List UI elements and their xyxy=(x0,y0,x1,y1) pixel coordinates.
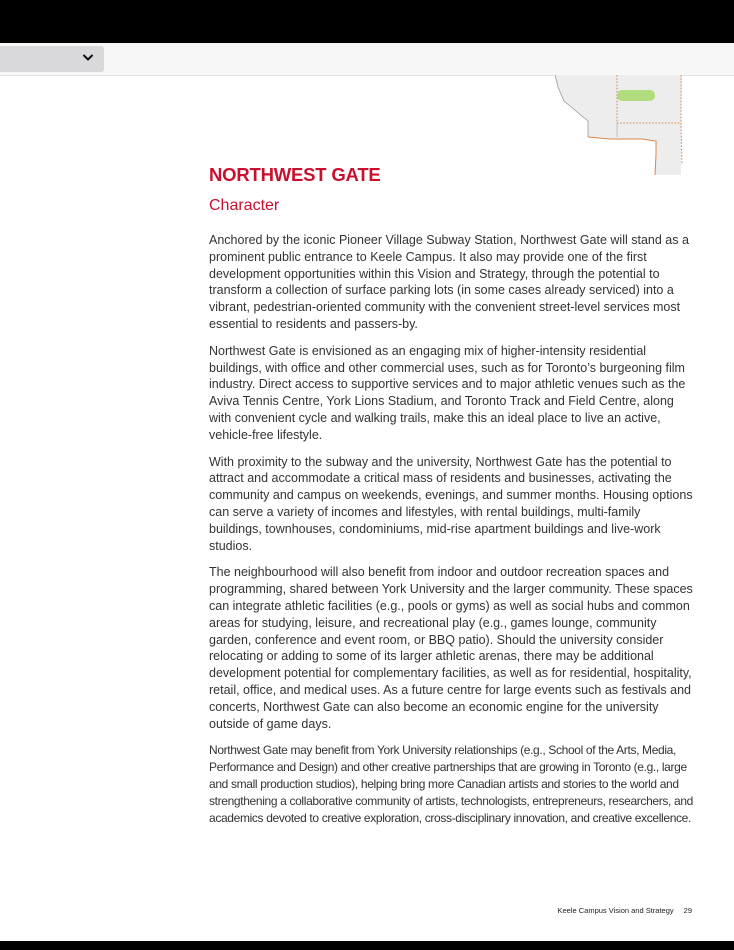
subsection-title: Character xyxy=(209,197,280,214)
paragraph: Anchored by the iconic Pioneer Village Subway Station, Northwest Gate will stand as a prominent public entrance to Keele Campus. It also may provide one of the first development opportunities within this Vision and Strategy, through the potential to transform a collection of surface parking lots (in some cases already serviced) into a vibrant, pedestrian-oriented community with the convenient street-level services most essential to residents and passers-by. xyxy=(209,233,689,331)
paragraph: Northwest Gate may benefit from York University relationships (e.g., School of the Arts, Media, Performance and Design) and other creative partnerships that are growing in Toronto (e.g., large and small production studios), helping bring more Canadian artists and stories to the world and strengthening a collaborative community of artists, technologists, entrepreneurs, researchers, and academics devoted to creative exploration, cross-disciplinary innovation, and creative excellence. xyxy=(209,743,693,825)
paragraph: With proximity to the subway and the university, Northwest Gate has the potential to attract and accommodate a critical mass of residents and businesses, activating the community and campus on weekends, evenings, and summer months. Housing options can serve a variety of incomes and lifestyles, with rental buildings, multi-family buildings, townhouses, condominiums, mid-rise apartment buildings and live-work studios. xyxy=(209,454,693,553)
viewer-toolbar xyxy=(0,43,734,76)
viewer-bottom-bar xyxy=(0,941,734,950)
paragraph: The neighbourhood will also benefit from indoor and outdoor recreation spaces and programming, shared between York University and the larger community. These spaces can integrate athletic facilities (e.g., pools or gyms) as well as social hubs and common areas for studying, leisure, and recreational play (e.g., games lounge, community garden, conference and event room, or BBQ patio). Should the university consider relocating or adding to some of its larger athletic arenas, there may be additional development potential for complementary facilities, as well as for residential, hospitality, retail, office, and medical uses. As a future centre for large events such as festivals and concerts, Northwest Gate can also become an economic engine for the university outside of game days. xyxy=(209,565,693,731)
site-location-map xyxy=(550,75,690,175)
chevron-down-icon xyxy=(81,49,95,67)
map-highlight-area xyxy=(617,90,655,101)
page-select-dropdown[interactable] xyxy=(0,46,104,72)
section-title: NORTHWEST GATE xyxy=(209,164,381,185)
body-text xyxy=(209,232,695,836)
page-footer xyxy=(557,906,692,915)
page-number: 29 xyxy=(683,906,692,915)
viewer-top-bar xyxy=(0,0,734,43)
paragraph: Northwest Gate is envisioned as an engaging mix of higher-intensity residential buildings, with office and other commercial uses, such as for Toronto’s burgeoning film industry. Direct access to supportive services and to major athletic venues such as the Aviva Tennis Centre, York Lions Stadium, and Toronto Track and Field Centre, along with convenient cycle and walking trails, make this an ideal place to live an active, vehicle-free lifestyle. xyxy=(209,343,686,442)
footer-doc-title: Keele Campus Vision and Strategy xyxy=(557,906,674,915)
